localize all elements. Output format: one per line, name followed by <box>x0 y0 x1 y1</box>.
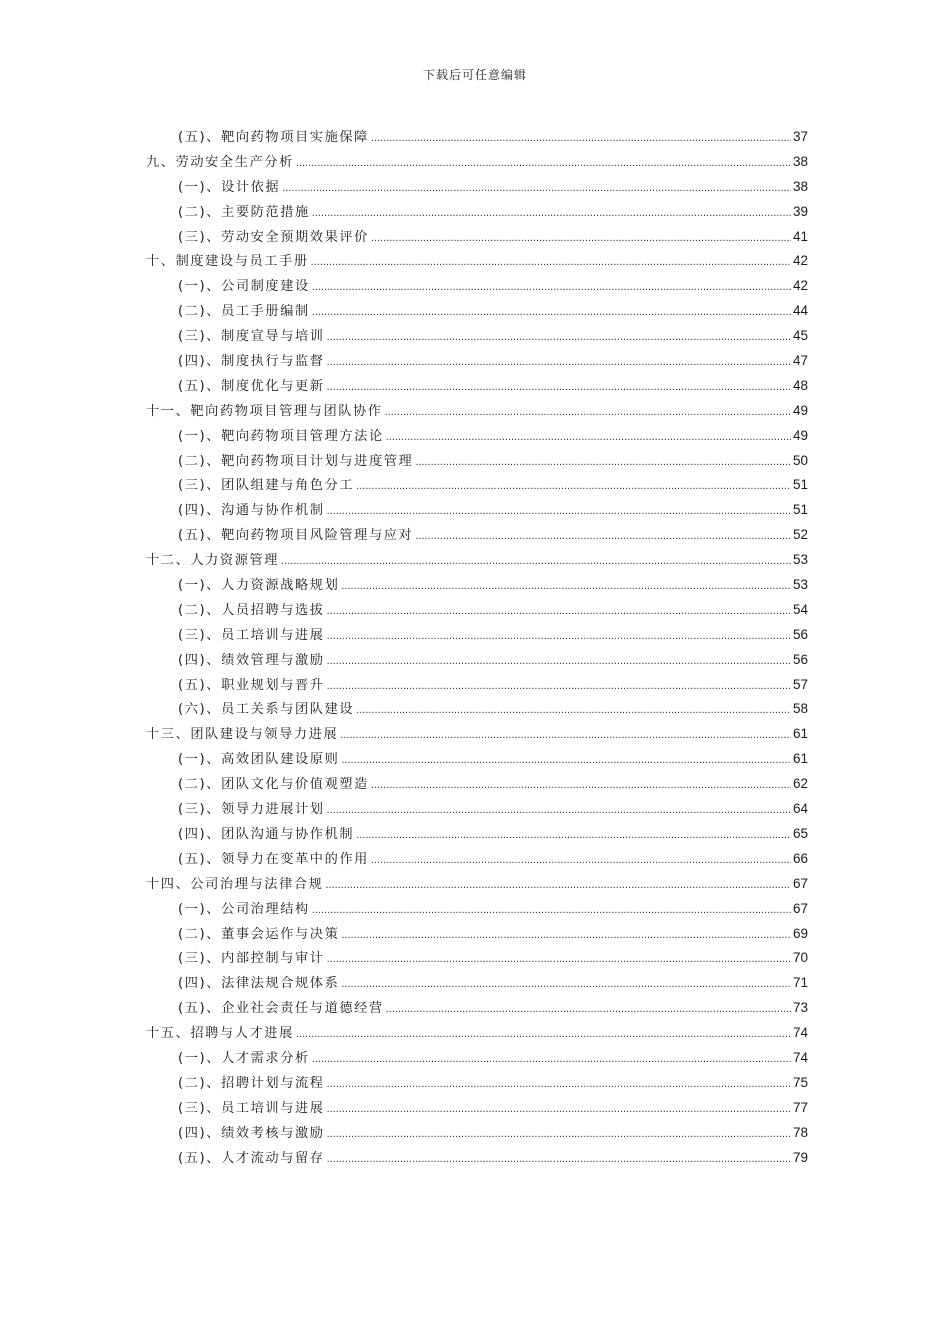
toc-section-entry[interactable] <box>146 300 808 325</box>
toc-entry-title: (三)、劳动安全预期效果评价 <box>178 229 369 245</box>
toc-section-entry[interactable] <box>146 698 808 723</box>
toc-page-number: 64 <box>792 801 808 817</box>
toc-entry-title: (四)、绩效管理与激励 <box>178 652 325 668</box>
toc-dot-leader <box>356 704 791 716</box>
toc-entry-title: (二)、靶向药物项目计划与进度管理 <box>178 453 414 469</box>
toc-chapter-entry[interactable] <box>146 151 808 176</box>
toc-chapter-entry[interactable] <box>146 873 808 898</box>
toc-entry-title: (五)、企业社会责任与道德经营 <box>178 1001 384 1017</box>
toc-page-number: 69 <box>792 925 808 941</box>
toc-dot-leader <box>371 232 791 244</box>
toc-page-number: 51 <box>792 502 808 518</box>
toc-page-number: 74 <box>792 1049 808 1065</box>
toc-entry-title: (一)、公司治理结构 <box>178 901 310 917</box>
toc-dot-leader <box>327 605 791 617</box>
toc-section-entry[interactable] <box>146 997 808 1022</box>
toc-dot-leader <box>296 157 791 169</box>
toc-section-entry[interactable] <box>146 773 808 798</box>
toc-page-number: 44 <box>792 303 808 319</box>
toc-dot-leader <box>327 331 791 343</box>
toc-dot-leader <box>371 779 791 791</box>
toc-dot-leader <box>415 456 791 468</box>
toc-dot-leader <box>327 630 791 642</box>
toc-page-number: 47 <box>792 353 808 369</box>
toc-dot-leader <box>296 1028 791 1040</box>
toc-chapter-entry[interactable] <box>146 1022 808 1047</box>
toc-dot-leader <box>386 431 791 443</box>
toc-dot-leader <box>356 829 791 841</box>
toc-page-number: 62 <box>792 776 808 792</box>
toc-page-number: 78 <box>792 1124 808 1140</box>
toc-page-number: 65 <box>792 825 808 841</box>
toc-entry-title: 十四、公司治理与法律合规 <box>146 876 324 892</box>
toc-entry-title: 十二、人力资源管理 <box>146 553 280 569</box>
toc-page-number: 38 <box>792 178 808 194</box>
toc-entry-title: (四)、绩效考核与激励 <box>178 1125 325 1141</box>
toc-page-number: 48 <box>792 377 808 393</box>
toc-dot-leader <box>327 1128 791 1140</box>
toc-dot-leader <box>327 1078 791 1090</box>
toc-page-number: 45 <box>792 328 808 344</box>
toc-entry-title: (一)、人才需求分析 <box>178 1050 310 1066</box>
toc-section-entry[interactable] <box>146 226 808 251</box>
toc-entry-title: (四)、制度执行与监督 <box>178 354 325 370</box>
toc-section-entry[interactable] <box>146 201 808 226</box>
toc-section-entry[interactable] <box>146 1122 808 1147</box>
toc-section-entry[interactable] <box>146 1147 808 1172</box>
toc-entry-title: (三)、员工培训与进展 <box>178 627 325 643</box>
toc-dot-leader <box>312 306 791 318</box>
toc-dot-leader <box>281 555 791 567</box>
toc-page-number: 71 <box>792 975 808 991</box>
toc-section-entry[interactable] <box>146 1072 808 1097</box>
toc-page-number: 41 <box>792 228 808 244</box>
toc-section-entry[interactable] <box>146 674 808 699</box>
toc-section-entry[interactable] <box>146 499 808 524</box>
toc-page-number: 52 <box>792 527 808 543</box>
toc-dot-leader <box>327 680 791 692</box>
toc-page-number: 42 <box>792 278 808 294</box>
toc-dot-leader <box>327 356 791 368</box>
toc-section-entry[interactable] <box>146 126 808 151</box>
toc-dot-leader <box>327 804 791 816</box>
toc-page-number: 39 <box>792 203 808 219</box>
toc-section-entry[interactable] <box>146 574 808 599</box>
toc-section-entry[interactable] <box>146 823 808 848</box>
toc-page-number: 42 <box>792 253 808 269</box>
toc-section-entry[interactable] <box>146 898 808 923</box>
toc-entry-title: (四)、团队沟通与协作机制 <box>178 826 355 842</box>
toc-entry-title: 十三、团队建设与领导力进展 <box>146 727 339 743</box>
toc-entry-title: (一)、高效团队建设原则 <box>178 752 340 768</box>
toc-chapter-entry[interactable] <box>146 400 808 425</box>
toc-page-number: 74 <box>792 1025 808 1041</box>
toc-entry-title: (三)、员工培训与进展 <box>178 1100 325 1116</box>
toc-dot-leader <box>327 381 791 393</box>
toc-chapter-entry[interactable] <box>146 723 808 748</box>
toc-entry-title: (三)、领导力进展计划 <box>178 802 325 818</box>
toc-entry-title: (二)、招聘计划与流程 <box>178 1075 325 1091</box>
toc-section-entry[interactable] <box>146 275 808 300</box>
toc-dot-leader <box>327 953 791 965</box>
toc-entry-title: (二)、团队文化与价值观塑造 <box>178 777 369 793</box>
toc-section-entry[interactable] <box>146 848 808 873</box>
toc-entry-title: (五)、靶向药物项目风险管理与应对 <box>178 528 414 544</box>
toc-entry-title: 十五、招聘与人才进展 <box>146 1026 294 1042</box>
toc-dot-leader <box>312 207 791 219</box>
toc-chapter-entry[interactable] <box>146 549 808 574</box>
toc-section-entry[interactable] <box>146 624 808 649</box>
toc-page-number: 79 <box>792 1149 808 1165</box>
toc-page-number: 51 <box>792 477 808 493</box>
toc-page-number: 37 <box>792 129 808 144</box>
toc-dot-leader <box>327 505 791 517</box>
toc-page-number: 53 <box>792 552 808 568</box>
toc-page-number: 61 <box>792 726 808 742</box>
toc-dot-leader <box>341 580 791 592</box>
toc-entry-title: (四)、法律法规合规体系 <box>178 976 340 992</box>
toc-entry-title: 十一、靶向药物项目管理与团队协作 <box>146 403 383 419</box>
toc-entry-title: (一)、靶向药物项目管理方法论 <box>178 428 384 444</box>
toc-entry-title: (五)、制度优化与更新 <box>178 378 325 394</box>
toc-page-number: 75 <box>792 1074 808 1090</box>
toc-entry-title: 十、制度建设与员工手册 <box>146 254 309 270</box>
toc-entry-title: (三)、制度宣导与培训 <box>178 329 325 345</box>
toc-dot-leader <box>282 182 791 194</box>
toc-entry-title: (二)、员工手册编制 <box>178 304 310 320</box>
toc-entry-title: (五)、领导力在变革中的作用 <box>178 851 369 867</box>
toc-entry-title: 九、劳动安全生产分析 <box>146 154 294 170</box>
toc-section-entry[interactable] <box>146 599 808 624</box>
toc-dot-leader <box>312 1053 791 1065</box>
toc-page-number: 56 <box>792 626 808 642</box>
toc-dot-leader <box>385 406 791 418</box>
toc-dot-leader <box>340 729 791 741</box>
toc-section-entry[interactable] <box>146 1097 808 1122</box>
toc-section-entry[interactable] <box>146 923 808 948</box>
toc-section-entry[interactable] <box>146 375 808 400</box>
toc-entry-title: (四)、沟通与协作机制 <box>178 503 325 519</box>
toc-dot-leader <box>327 1153 791 1165</box>
toc-entry-title: (二)、主要防范措施 <box>178 204 310 220</box>
toc-page-number: 57 <box>792 676 808 692</box>
toc-page-number: 77 <box>792 1099 808 1115</box>
toc-page-number: 54 <box>792 601 808 617</box>
toc-dot-leader <box>356 480 791 492</box>
toc-section-entry[interactable] <box>146 474 808 499</box>
toc-dot-leader <box>327 655 791 667</box>
toc-dot-leader <box>341 929 791 941</box>
toc-page-number: 61 <box>792 751 808 767</box>
toc-entry-title: (二)、人员招聘与选拔 <box>178 602 325 618</box>
toc-page-number: 66 <box>792 850 808 866</box>
toc-dot-leader <box>415 530 791 542</box>
toc-entry-title: (三)、团队组建与角色分工 <box>178 478 355 494</box>
toc-page-number: 49 <box>792 402 808 418</box>
toc-entry-title: (一)、设计依据 <box>178 179 281 195</box>
toc-entry-title: (五)、职业规划与晋升 <box>178 677 325 693</box>
toc-section-entry[interactable] <box>146 325 808 350</box>
toc-page-number: 70 <box>792 950 808 966</box>
toc-section-entry[interactable] <box>146 425 808 450</box>
toc-section-entry[interactable] <box>146 748 808 773</box>
page-header: 下载后可任意编辑 <box>422 68 527 82</box>
toc-section-entry[interactable] <box>146 947 808 972</box>
toc-dot-leader <box>341 978 791 990</box>
toc-page-number: 67 <box>792 875 808 891</box>
toc-dot-leader <box>371 132 791 144</box>
toc-dot-leader <box>325 879 791 891</box>
toc-section-entry[interactable] <box>146 524 808 549</box>
toc-section-entry[interactable] <box>146 450 808 475</box>
toc-dot-leader <box>312 904 791 916</box>
toc-section-entry[interactable] <box>146 1047 808 1072</box>
toc-page-number: 73 <box>792 1000 808 1016</box>
toc-entry-title: (一)、公司制度建设 <box>178 279 310 295</box>
toc-entry-title: (二)、董事会运作与决策 <box>178 926 340 942</box>
toc-page-number: 53 <box>792 577 808 593</box>
toc-entry-title: (五)、靶向药物项目实施保障 <box>178 130 369 145</box>
toc-page-number: 49 <box>792 427 808 443</box>
toc-section-entry[interactable] <box>146 176 808 201</box>
toc-page-number: 67 <box>792 900 808 916</box>
toc-dot-leader <box>312 281 791 293</box>
toc-section-entry[interactable] <box>146 649 808 674</box>
table-of-contents <box>146 126 808 1171</box>
toc-dot-leader <box>371 854 791 866</box>
toc-dot-leader <box>311 256 791 268</box>
toc-page-number: 56 <box>792 651 808 667</box>
toc-chapter-entry[interactable] <box>146 250 808 275</box>
toc-section-entry[interactable] <box>146 972 808 997</box>
toc-entry-title: (三)、内部控制与审计 <box>178 951 325 967</box>
toc-dot-leader <box>386 1003 791 1015</box>
toc-page-number: 38 <box>792 153 808 169</box>
toc-section-entry[interactable] <box>146 798 808 823</box>
toc-entry-title: (五)、人才流动与留存 <box>178 1150 325 1166</box>
toc-dot-leader <box>327 1103 791 1115</box>
toc-dot-leader <box>341 754 791 766</box>
toc-entry-title: (一)、人力资源战略规划 <box>178 578 340 594</box>
toc-page-number: 58 <box>792 701 808 717</box>
toc-section-entry[interactable] <box>146 350 808 375</box>
toc-entry-title: (六)、员工关系与团队建设 <box>178 702 355 718</box>
toc-page-number: 50 <box>792 452 808 468</box>
